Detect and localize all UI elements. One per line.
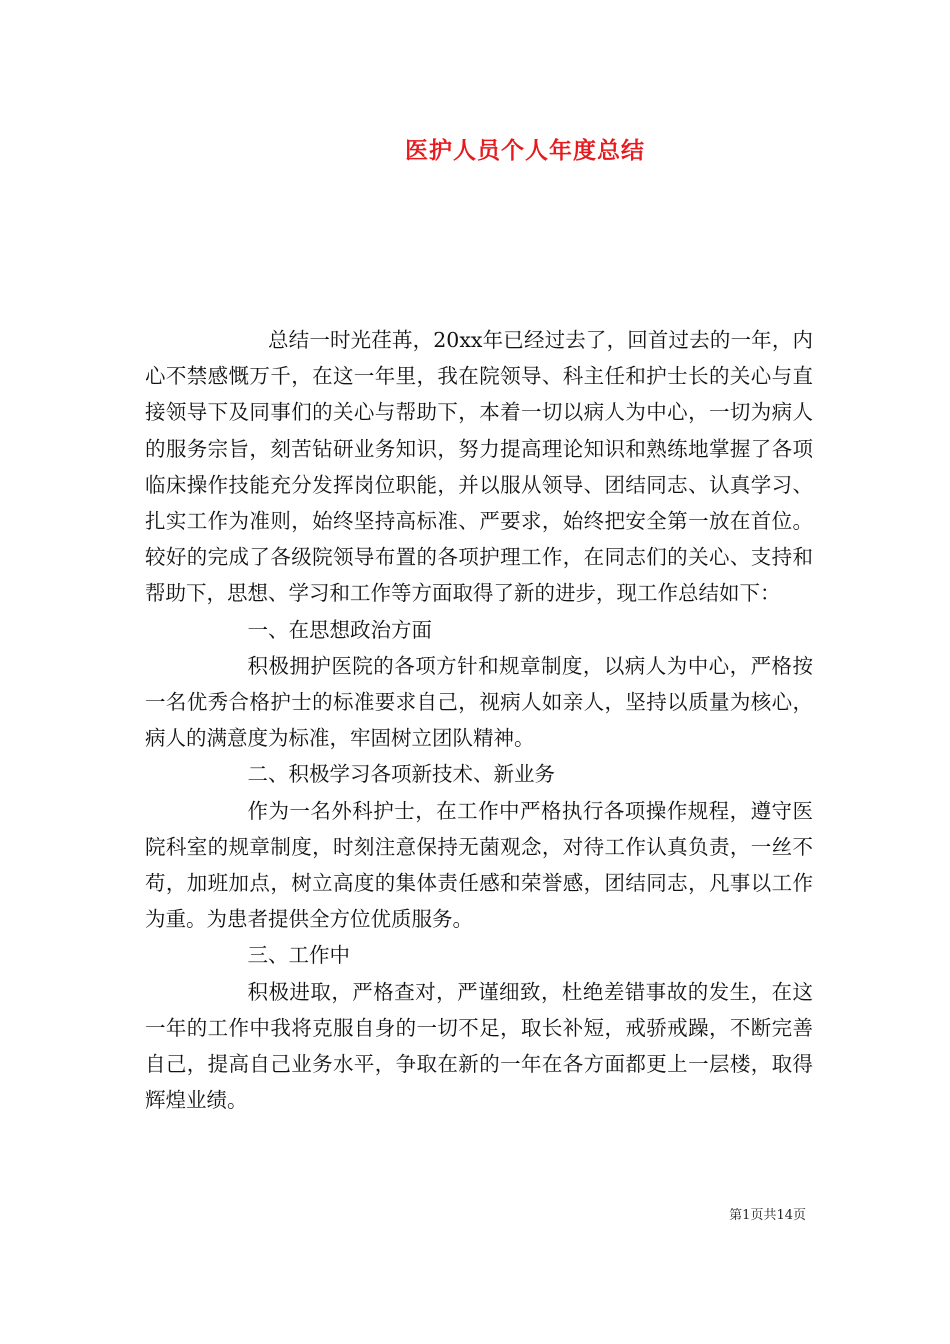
section-heading-2: 二、积极学习各项新技术、新业务 <box>247 762 555 787</box>
page-number-footer: 第1页共14页 <box>729 1208 806 1223</box>
section-heading-1: 一、在思想政治方面 <box>247 617 432 642</box>
paragraph-intro: 总结一时光荏苒，20xx年已经过去了，回首过去的一年，内心不禁感慨万千，在这一年里，我在院领导、科主任和护士长的关心与直接领导下及同事们的关心与帮助下，本着一切以病人为中心，一切为病人的服务宗旨，刻苦钻研业务知识，努力提高理论知识和熟练地掌握了各项临床操作技能充分发挥岗位职能，并以服从领导、团结同志、认真学习、扎实工作为准则，始终坚持高标准、严要求，始终把安全第一放在首位。较好的完成了各级院领导布置的各项护理工作，在同志们的关心、支持和帮助下，思想、学习和工作等方面取得了新的进步，现工作总结如下： <box>145 328 813 606</box>
paragraph-section-3: 积极进取，严格查对，严谨细致，杜绝差错事故的发生，在这一年的工作中我将克服自身的一切不足，取长补短，戒骄戒躁，不断完善自己，提高自己业务水平，争取在新的一年在各方面都更上一层楼，取得辉煌业绩。 <box>145 979 813 1113</box>
section-heading-3: 三、工作中 <box>247 943 350 968</box>
document-body <box>145 322 813 1118</box>
paragraph-section-1: 积极拥护医院的各项方针和规章制度，以病人为中心，严格按一名优秀合格护士的标准要求自己，视病人如亲人，坚持以质量为核心，病人的满意度为标准，牢固树立团队精神。 <box>145 653 813 751</box>
paragraph-section-2: 作为一名外科护士，在工作中严格执行各项操作规程，遵守医院科室的规章制度，时刻注意保持无菌观念，对待工作认真负责，一丝不苟，加班加点，树立高度的集体责任感和荣誉感，团结同志，凡事以工作为重。为患者提供全方位优质服务。 <box>145 798 813 932</box>
document-title: 医护人员个人年度总结 <box>405 137 645 164</box>
